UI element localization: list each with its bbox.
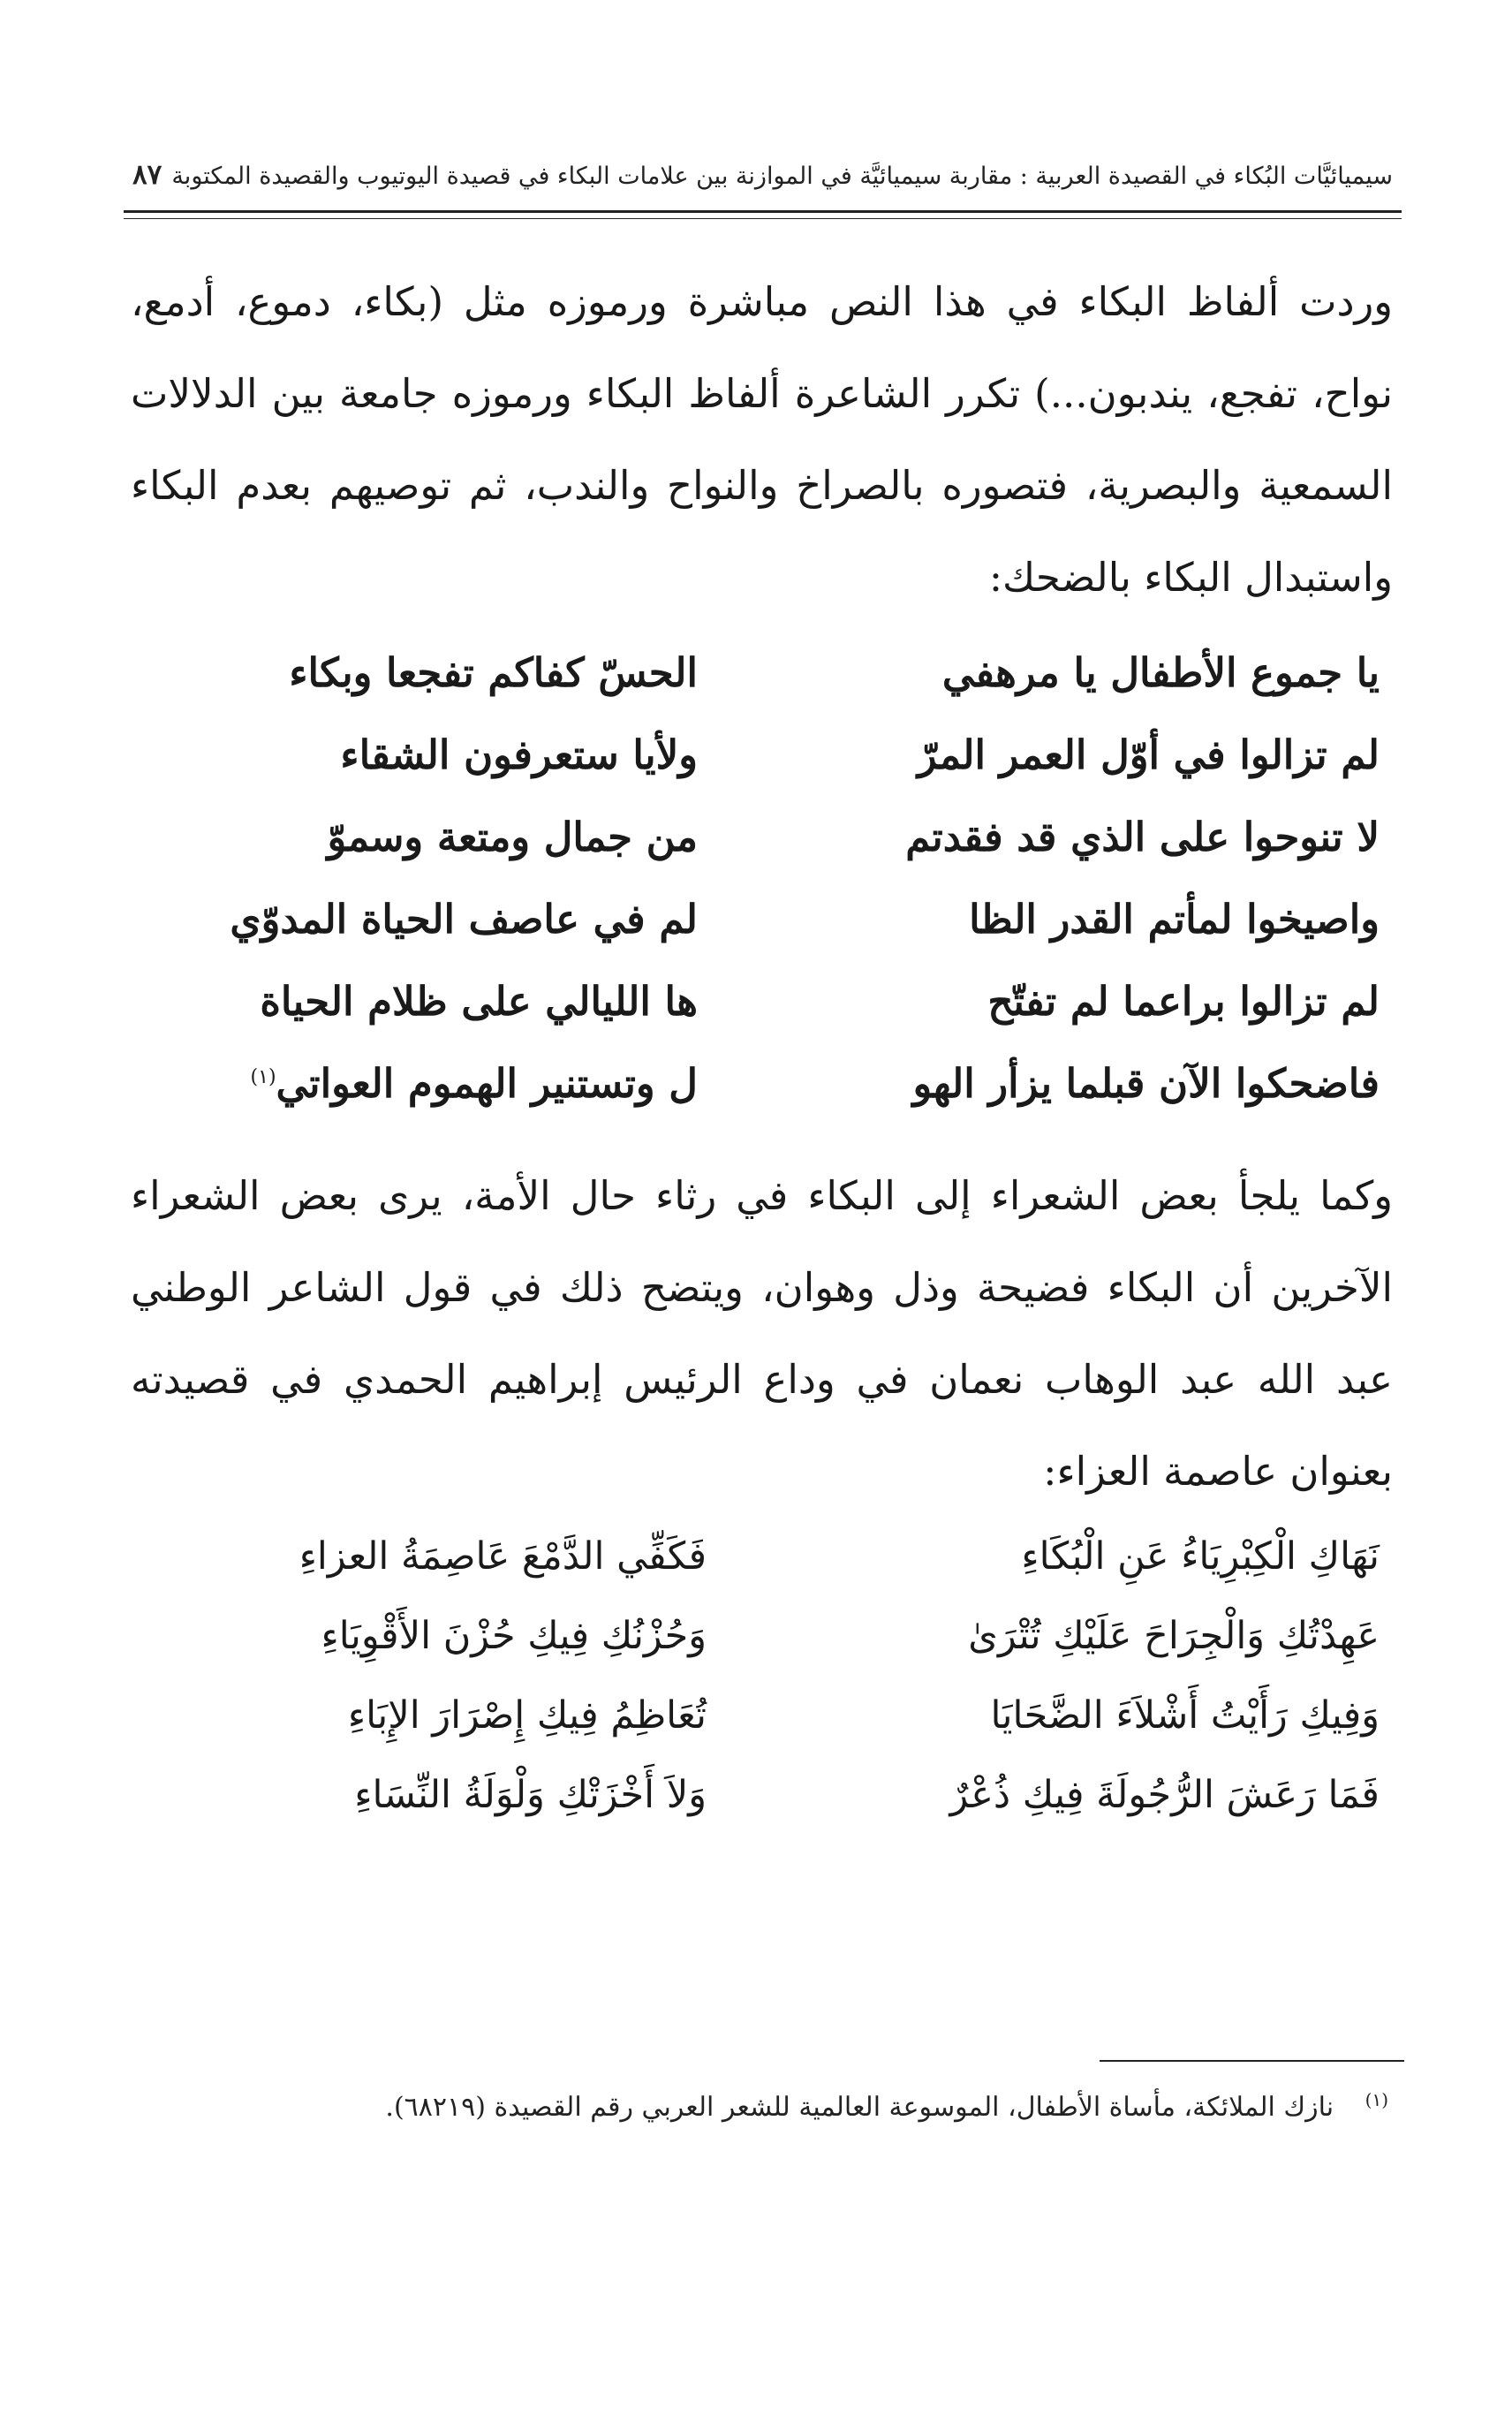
header-title: سيميائيَّات البُكاء في القصيدة العربية : مقاربة سيميائيَّة في الموازنة بين علامات البكاء في قصيدة اليوتيوب والقصيدة المكتوبة <box>171 163 1393 190</box>
verse-second-hemistich: ولأيا ستعرفون الشقاء <box>340 731 698 778</box>
poem-verse <box>168 649 1380 731</box>
verse-second-hemistich: فَكَفِّي الدَّمْعَ عَاصِمَةُ العزاءِ <box>299 1534 707 1579</box>
verse-first-hemistich: فاضحكوا الآن قبلما يزأر الهو <box>912 1060 1380 1107</box>
verse-first-hemistich: نَهَاكِ الْكِبْرِيَاءُ عَنِ الْبُكَاءِ <box>1021 1534 1380 1579</box>
running-header <box>132 159 1393 191</box>
footnote-text: نازك الملائكة، مأساة الأطفال، الموسوعة العالمية للشعر العربي رقم القصيدة (٦٨٢١٩). <box>385 2092 1334 2123</box>
footnote <box>265 2089 1388 2123</box>
verse-first-hemistich: لا تنوحوا على الذي قد فقدتم <box>905 814 1380 860</box>
verse-second-hemistich: وَلاَ أَخْزَتْكِ وَلْوَلَةُ النِّسَاءِ <box>354 1773 707 1817</box>
body-paragraph-1: وردت ألفاظ البكاء في هذا النص مباشرة ورموزه مثل (بكاء، دموع، أدمع، نواح، تفجع، يندبون...) تكرر الشاعرة ألفاظ البكاء ورموزه جامعة بين الدلالات السمعية والبصرية، فتصوره بالصراخ والنواح والندب، ثم توصيهم بعدم البكاء واستبدال البكاء بالضحك: <box>131 278 1393 601</box>
footnote-mark: (١) <box>1365 2089 1388 2110</box>
body-paragraph-2: وكما يلجأ بعض الشعراء إلى البكاء في رثاء حال الأمة، يرى بعض الشعراء الآخرين أن البكاء فضيحة وذل وهوان، ويتضح ذلك في قول الشاعر الوطني عبد الله عبد الوهاب نعمان في وداع الرئيس إبراهيم الحمدي في قصيدته بعنوان عاصمة العزاء: <box>131 1172 1393 1495</box>
verse-first-hemistich: واصيخوا لمأتم القدر الظا <box>969 896 1380 943</box>
verse-second-hemistich: من جمال ومتعة وسموّ <box>327 814 698 860</box>
verse-first-hemistich: لم تزالوا في أوّل العمر المرّ <box>917 731 1380 778</box>
verse-first-hemistich: عَهِدْتُكِ وَالْجِرَاحَ عَلَيْكِ تُتْرَىٰ <box>968 1614 1380 1658</box>
poem-verse <box>168 731 1380 814</box>
poem-verse <box>168 978 1380 1060</box>
verse-second-hemistich: تُعَاظِمُ فِيكِ إِصْرَارَ الإِبَاءِ <box>347 1693 707 1738</box>
verse-first-hemistich: يا جموع الأطفال يا مرهفي <box>941 649 1380 696</box>
poem-numan <box>168 1534 1380 1852</box>
poem-verse <box>168 896 1380 978</box>
poem-verse <box>168 1534 1380 1614</box>
verse-second-hemistich: ها الليالي على ظلام الحياة <box>260 978 698 1025</box>
page-number: ٨٧ <box>132 159 163 191</box>
verse-first-hemistich: لم تزالوا براعما لم تفتّح <box>987 978 1380 1025</box>
verse-text: ل وتستنير الهموم العواتي <box>276 1060 698 1107</box>
poem-verse <box>168 1060 1380 1142</box>
poem-verse <box>168 1773 1380 1852</box>
verse-second-hemistich <box>168 1060 698 1107</box>
header-rule-thick <box>124 210 1402 213</box>
footnote-reference[interactable]: (١) <box>250 1066 276 1088</box>
header-rule-thin <box>124 218 1402 219</box>
verse-second-hemistich: لم في عاصف الحياة المدوّي <box>230 896 698 943</box>
verse-second-hemistich: وَحُزْنُكِ فِيكِ حُزْنَ الأَقْوِيَاءِ <box>321 1614 707 1658</box>
footnote-separator <box>1100 2060 1404 2062</box>
poem-nazik <box>168 649 1380 1142</box>
poem-verse <box>168 1614 1380 1693</box>
poem-verse <box>168 1693 1380 1773</box>
verse-first-hemistich: فَمَا رَعَشَ الرُّجُولَةَ فِيكِ ذُعْرٌ <box>949 1773 1380 1817</box>
poem-verse <box>168 814 1380 896</box>
verse-second-hemistich: الحسّ كفاكم تفجعا وبكاء <box>289 649 698 696</box>
verse-first-hemistich: وَفِيكِ رَأَيْتُ أَشْلاَءَ الضَّحَايَا <box>990 1693 1380 1738</box>
